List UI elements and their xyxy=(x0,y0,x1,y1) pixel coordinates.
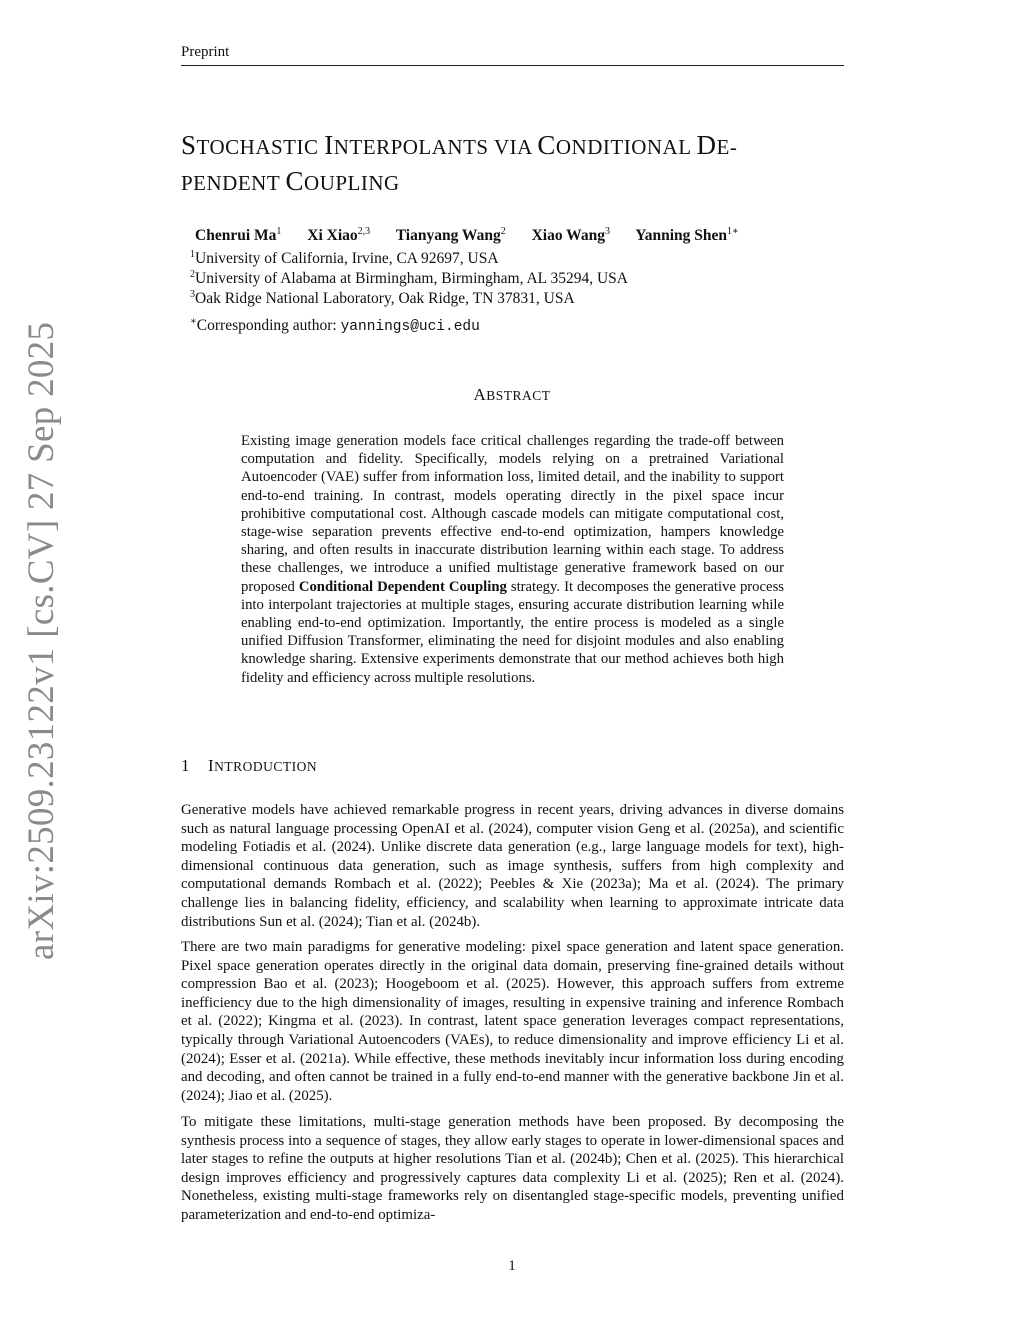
abstract-body: Existing image generation models face critical challenges regarding the trade-off between computation and fidelity. Specifically, models relying on a pretrained Variational Autoencoder (VAE) suffer from information loss, limited detail, and the inability to support end-to-end training. In contrast, models operating directly in the pixel space incur prohibitive computational cost. Although cascade models can mitigate computational cost, stage-wise separation prevents effective end-to-end optimization, hampers knowledge sharing, and often results in inaccurate distribution learning within each stage. To address these challenges, we introduce a unified multistage generative framework based on our proposed Conditional Dependent Coupling strategy. It decomposes the generative process into interpolant trajectories at multiple stages, ensuring accurate distribution learning while enabling end-to-end optimization. Importantly, the entire process is modeled as a single unified Diffusion Transformer, eliminating the need for disjoint modules and also enabling knowledge sharing. Extensive experiments demonstrate that our method achieves both high fidelity and efficiency across multiple resolutions. xyxy=(241,433,784,686)
intro-paragraph: To mitigate these limitations, multi-stage generation methods have been proposed. By decomposing the synthesis process into a sequence of stages, they allow early stages to operate in lower-dimensional spaces and later stages to refine the outputs at higher resolutions Tian et al. (2024b); Chen et al. (2025). This hierarchical design improves efficiency and progressively captures data complexity Li et al. (2025); Ren et al. (2024). Nonetheless, existing multi-stage frameworks rely on disentangled stage-specific models, preventing unified parameterization and end-to-end optimiza- xyxy=(181,1114,844,1223)
intro-paragraph: There are two main paradigms for generative modeling: pixel space generation and latent space generation. Pixel space generation operates directly in the original data domain, preserving fine-grained details without compression Bao et al. (2023); Hoogeboom et al. (2025). However, this approach suffers from extreme inefficiency due to the high dimensionality of images, resulting in expensive training and inference Rombach et al. (2022); Kingma et al. (2023). In contrast, latent space generation leverages compact representations, typically through Variational Autoencoders (VAEs), to reduce dimensionality and improve efficiency Li et al. (2024); Esser et al. (2021a). While effective, these methods inevitably incur information loss during encoding and decoding, and often cannot be trained in a fully end-to-end manner with the generative backbone Jin et al. (2024); Jiao et al. (2025). xyxy=(181,939,844,1104)
affiliation: $^1$University of California, Irvine, CA 92697, USA xyxy=(190,248,499,267)
running-header: Preprint xyxy=(181,44,230,60)
abstract-heading: ABSTRACT xyxy=(473,385,551,404)
email-link[interactable]: yannings@uci.edu xyxy=(340,319,480,335)
author-name: Chenrui Ma$^1$ xyxy=(195,225,282,244)
abstract-bold-term: Conditional Dependent Coupling xyxy=(298,578,507,595)
header-rule xyxy=(181,65,844,66)
author-name: Xi Xiao$^{2,3}$ xyxy=(307,225,371,244)
author-name: Yanning Shen$^{1∗}$ xyxy=(635,225,739,244)
intro-paragraph: Generative models have achieved remarkable progress in recent years, driving advances in diverse domains such as natural language processing OpenAI et al. (2024), computer vision Geng et al. (2025a), and scientific modeling Fotiadis et al. (2024). Unlike discrete data generation (e.g., large language models for text), high-dimensional continuous data generation, such as image synthesis, suffers from high complexity and computational demands Rombach et al. (2022); Peebles & Xie (2023a); Ma et al. (2024). The primary challenge lies in balancing fidelity, efficiency, and scalability when learning to approximate intricate data distributions Sun et al. (2024); Tian et al. (2024b). xyxy=(181,802,844,930)
page-number: 1 xyxy=(508,1258,516,1274)
corresponding-author: ∗Corresponding author: yannings@uci.edu xyxy=(190,315,480,335)
affiliation: $^3$Oak Ridge National Laboratory, Oak Ridge, TN 37831, USA xyxy=(190,288,575,307)
paper-title: STOCHASTIC INTERPOLANTS VIA CONDITIONAL DE- PENDENT COUPLING xyxy=(181,130,738,196)
author-name: Tianyang Wang$^2$ xyxy=(395,225,506,244)
author-list xyxy=(195,227,761,245)
arxiv-stamp[interactable]: arXiv:2509.23122v1 [cs.CV] 27 Sep 2025 xyxy=(21,321,62,960)
author-name: Xiao Wang$^3$ xyxy=(531,225,610,244)
section-heading-introduction: 1 INTRODUCTION xyxy=(181,756,318,775)
affiliation: $^2$University of Alabama at Birmingham, Birmingham, AL 35294, USA xyxy=(190,268,628,287)
